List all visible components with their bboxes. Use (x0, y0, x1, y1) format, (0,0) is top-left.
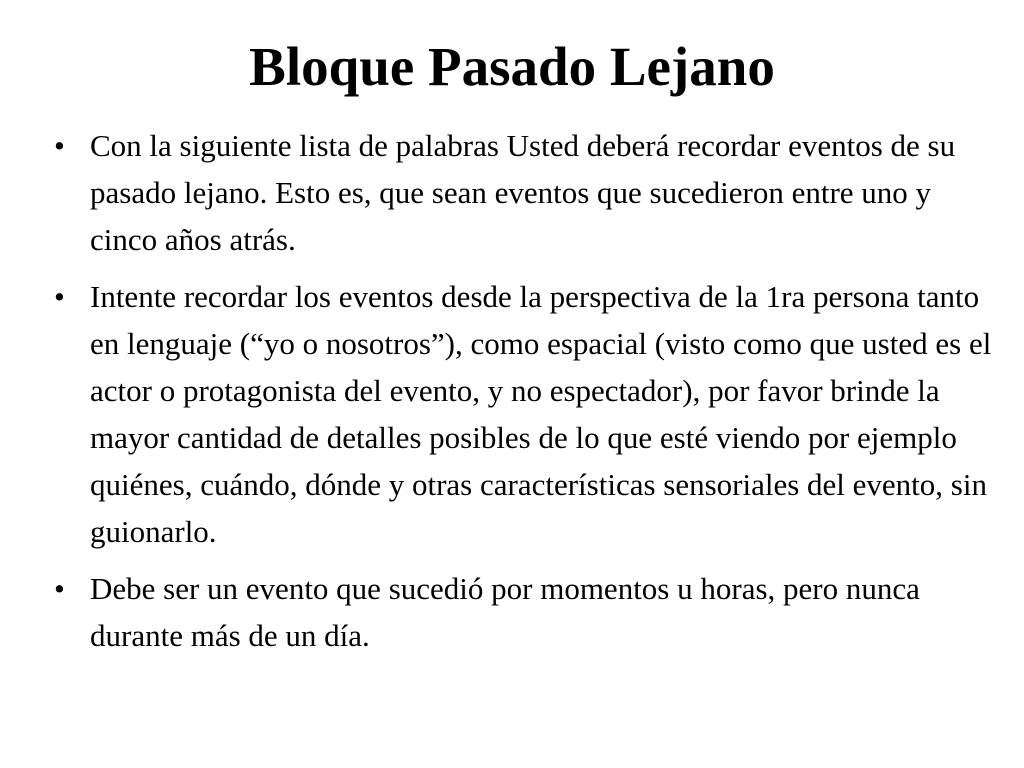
bullet-list (50, 122, 1000, 669)
bullet-dot-icon: • (54, 128, 65, 163)
bullet-dot-icon: • (54, 279, 65, 314)
bullet-item (50, 565, 1000, 659)
bullet-text: Con la siguiente lista de palabras Usted deberá recordar eventos de su pasado lejano. Esto es, que sean eventos que sucedieron entre uno y cinco años atrás. (90, 128, 956, 257)
bullet-item (50, 122, 1000, 263)
bullet-dot-icon: • (54, 571, 65, 606)
slide-title: Bloque Pasado Lejano (249, 36, 775, 97)
bullet-text: Intente recordar los eventos desde la perspectiva de la 1ra persona tanto en lenguaje (“yo o nosotros”), como espacial (visto como que usted es el actor o protagonista del evento, y no espectador), por favor brinde la mayor cantidad de detalles posibles de lo que esté viendo por ejemplo quiénes, cuándo, dónde y otras características sensoriales del evento, sin guionarlo. (90, 279, 992, 549)
bullet-item (50, 273, 1000, 555)
bullet-text: Debe ser un evento que sucedió por momentos u horas, pero nunca durante más de un día. (90, 571, 920, 653)
